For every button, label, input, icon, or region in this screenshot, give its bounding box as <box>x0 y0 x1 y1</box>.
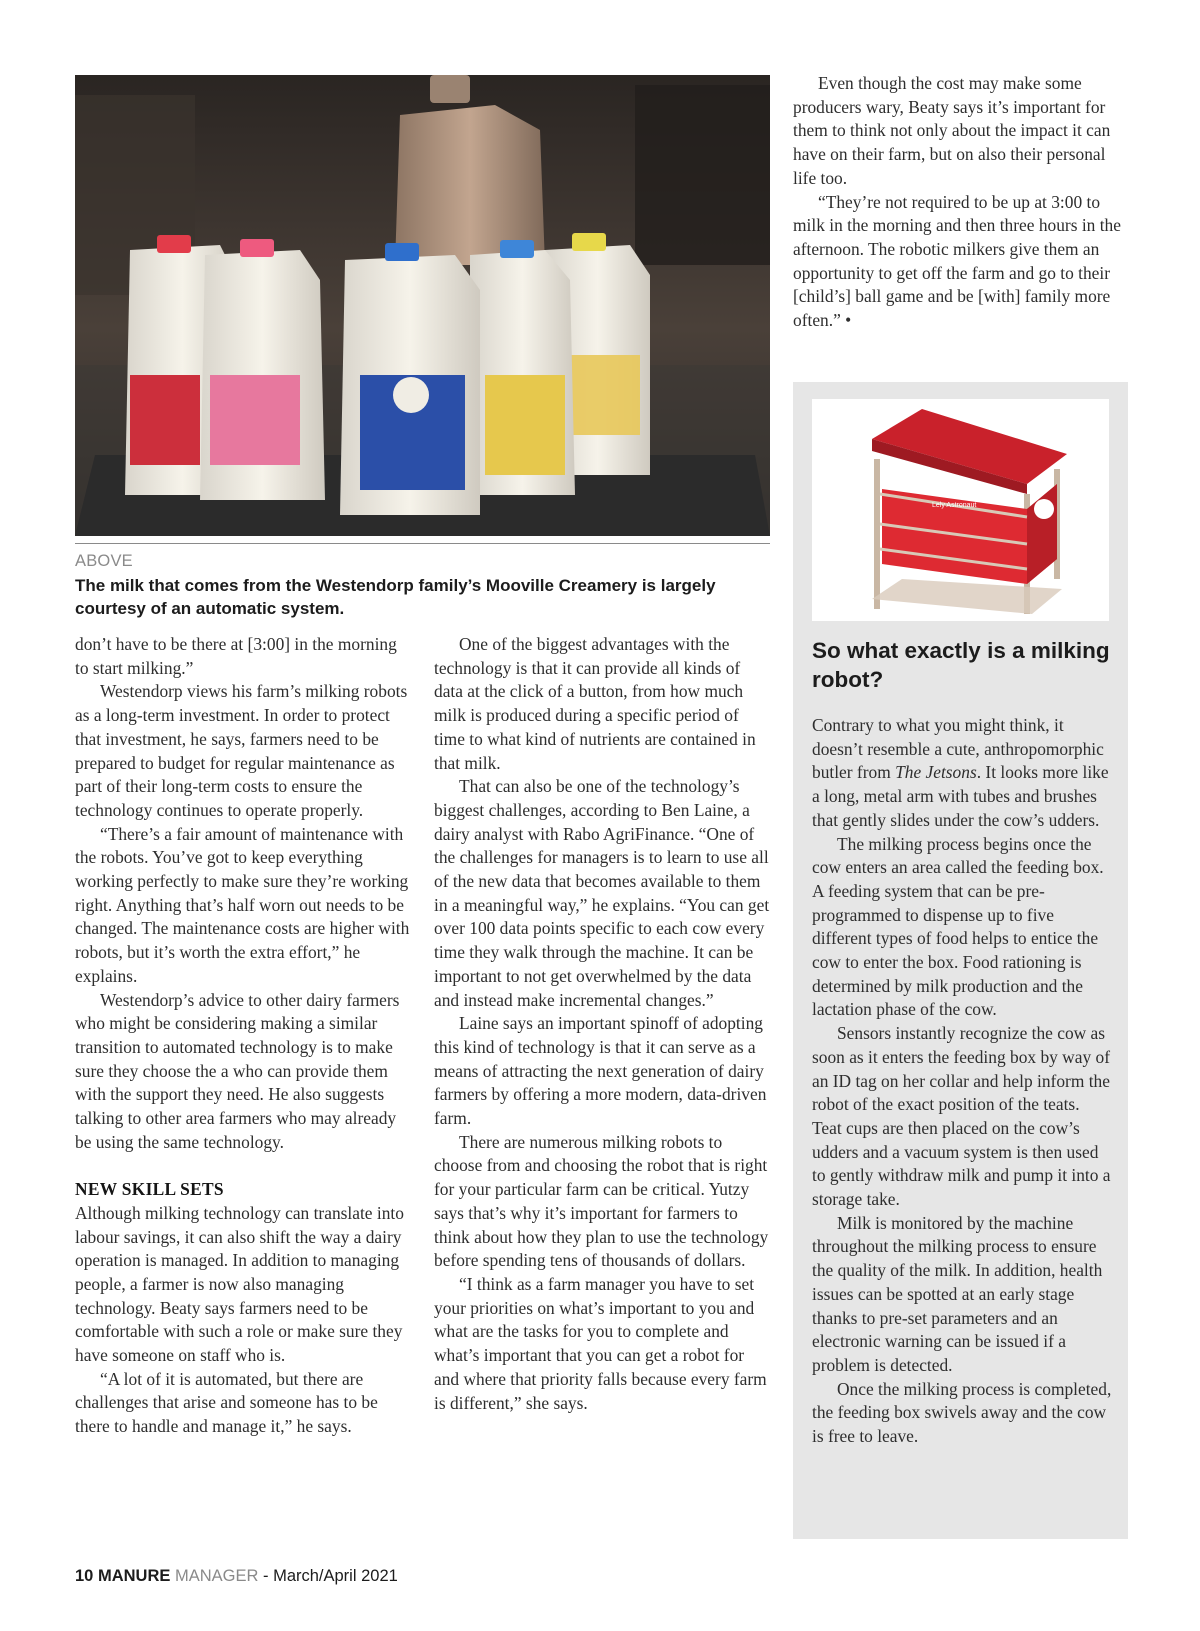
magazine-name-part2: MANAGER <box>174 1567 259 1585</box>
milking-robot-icon <box>812 399 1109 621</box>
paragraph: The milking process begins once the cow enters an area called the feeding box. A feeding system that can be pre-programmed to dispense up to five different types of food helps to entice the cow to enter the box. Food rationing is determined by milk production and the lactation phase of the cow. <box>812 833 1104 1020</box>
milk-jugs-photo <box>75 75 770 536</box>
paragraph: don’t have to be there at [3:00] in the morning to start milking.” <box>75 634 397 678</box>
magazine-name-part1: MANURE <box>97 1567 171 1585</box>
paragraph: Milk is monitored by the machine throughout the milking process to ensure the quality of the milk. In addition, health issues can be spotted at an early stage thanks to pre-set parameters and an electronic warning can be issued if a problem is detected. <box>812 1212 1103 1375</box>
paragraph <box>812 714 1112 833</box>
paragraph: “They’re not required to be up at 3:00 to milk in the morning and then three hours in the afternoon. The robotic milkers give them an opportunity to get off the farm and go to their [child’s] ball game and be [with] family more often.” • <box>793 191 1121 331</box>
paragraph: Although milking technology can translate into labour savings, it can also shift the way a dairy operation is managed. In addition to managing people, a farmer is now also managing technology. Beaty says farmers need to be comfortable with such a role or make sure they have someone on staff who is. <box>75 1202 404 1366</box>
sidebar-title: So what exactly is a milking robot? <box>812 638 1110 692</box>
text-run: . It looks more like a long, metal arm with tubes and brushes that gently slides under the cow’s udders. <box>812 762 1109 830</box>
caption-rule <box>75 543 770 544</box>
paragraph: Westendorp’s advice to other dairy farmers who might be considering making a similar transition to automated technology is to make sure they choose the a who can provide them with the support they need. He also suggests talking to other area farmers who may already be using the same technology. <box>75 989 400 1152</box>
caption-text: The milk that comes from the Westendorp family’s Mooville Creamery is largely courtesy of an automatic system. <box>75 576 716 618</box>
milk-jugs-icon <box>75 75 770 536</box>
robot-label: Lely Astronaut <box>932 502 977 509</box>
paragraph: One of the biggest advantages with the technology is that it can provide all kinds of data at the click of a button, from how much milk is produced during a specific period of time to what kind of nutrients are contained in that milk. <box>434 634 756 773</box>
section-subhead: NEW SKILL SETS <box>75 1179 224 1200</box>
paragraph: That can also be one of the technology’s biggest challenges, according to Ben Laine, a dairy analyst with Rabo AgriFinance. “One of the challenges for managers is to learn to use all of the new data that becomes available to them in a meaningful way,” he explains. “You can get over 100 data points specific to each cow every time they walk through the machine. It can be important to not get overwhelmed by the data and instead make incremental changes.” <box>434 776 770 1010</box>
milking-robot-photo <box>812 399 1109 621</box>
paragraph: Westendorp views his farm’s milking robots as a long-term investment. In order to protect that investment, he says, farmers need to be prepared to budget for regular maintenance as part of their long-term costs to ensure the technology continues to operate properly. <box>75 681 408 820</box>
paragraph: Laine says an important spinoff of adopting this kind of technology is that it can serve as a means of attracting the next generation of dairy farmers by offering a more modern, data-driven farm. <box>434 1013 767 1129</box>
page-footer <box>75 1567 398 1586</box>
caption-label: ABOVE <box>75 552 133 570</box>
show-title: The Jetsons <box>895 762 977 783</box>
sidebar-box <box>793 382 1128 1539</box>
paragraph: There are numerous milking robots to choose from and choosing the robot that is right for your particular farm can be critical. Yutzy says that’s why it’s important for farmers to think about how they plan to use the technology before spending tens of thousands of dollars. <box>434 1131 769 1271</box>
text-run: Contrary to what you might think, it doesn’t resemble a cute, anthropomorphic butler from <box>812 715 1104 783</box>
issue-date: - March/April 2021 <box>263 1567 398 1585</box>
article-column-left <box>75 633 411 1439</box>
paragraph: “A lot of it is automated, but there are challenges that arise and someone has to be there to handle and manage it,” he says. <box>75 1368 378 1437</box>
paragraph: Even though the cost may make some producers wary, Beaty says it’s important for them to think not only about the impact it can have on their farm, but on also their personal life too. <box>793 73 1111 188</box>
paragraph: Sensors instantly recognize the cow as soon as it enters the feeding box by way of an ID tag on her collar and help inform the robot of the exact position of the teats. Teat cups are then placed on the cow’s udders and a vacuum system is then used to gently withdraw milk and pump it into a storage take. <box>812 1023 1111 1210</box>
sidebar-body <box>812 714 1112 1449</box>
article-column-right <box>793 72 1129 333</box>
paragraph: “I think as a farm manager you have to set your priorities on what’s important to you and what are the tasks for you to complete and what’s important that you can get a robot for and where that priority falls because every farm is different,” she says. <box>434 1273 767 1413</box>
article-column-middle <box>434 633 770 1415</box>
paragraph: Once the milking process is completed, the feeding box swivels away and the cow is free to leave. <box>812 1378 1112 1447</box>
page-number: 10 <box>75 1567 94 1585</box>
paragraph: “There’s a fair amount of maintenance with the robots. You’ve got to keep everything working perfectly to make sure they’re working right. Anything that’s half worn out needs to be changed. The maintenance costs are higher with robots, but it’s worth the extra effort,” he explains. <box>75 823 410 986</box>
